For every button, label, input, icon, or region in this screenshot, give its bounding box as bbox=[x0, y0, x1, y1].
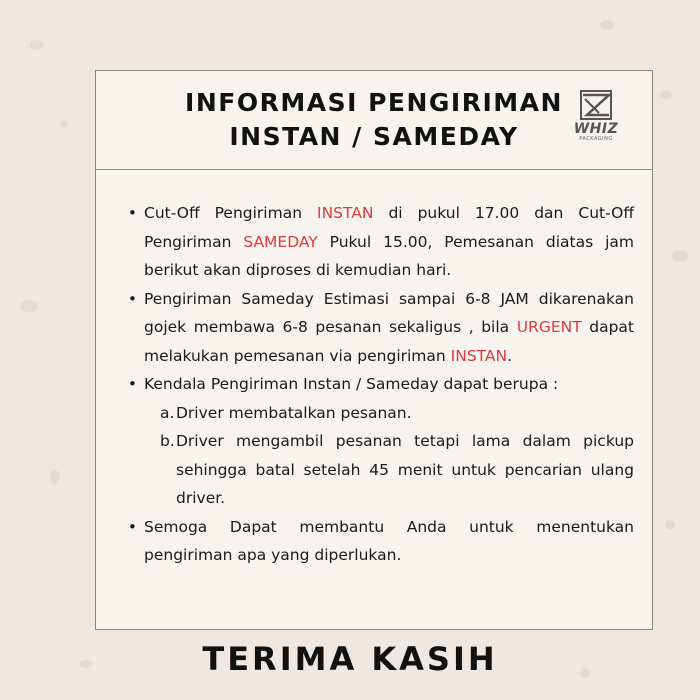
title-line-2: INSTAN / SAMEDAY bbox=[229, 122, 519, 151]
sub-marker: a. bbox=[160, 403, 175, 422]
bullet-dot: • bbox=[128, 204, 137, 222]
background-speckle bbox=[660, 90, 672, 99]
background-speckle bbox=[30, 40, 44, 50]
card-header bbox=[96, 71, 652, 170]
bullet-text: Pukul 15.00, Pemesanan diatas jam berikut akan diproses di kemudian hari. bbox=[144, 232, 634, 279]
background-speckle bbox=[20, 300, 38, 312]
sub-text: Driver membatalkan pesanan. bbox=[176, 403, 412, 422]
highlight-instan: INSTAN bbox=[317, 204, 374, 222]
info-card bbox=[95, 70, 653, 630]
sub-item-b bbox=[126, 427, 634, 513]
highlight-urgent: URGENT bbox=[516, 318, 582, 336]
whiz-logo bbox=[568, 89, 624, 151]
background-speckle bbox=[665, 520, 675, 530]
bullet-dot: • bbox=[128, 289, 137, 308]
whiz-logo-icon bbox=[579, 89, 613, 121]
bullet-cutoff bbox=[126, 199, 634, 285]
highlight-instan: INSTAN bbox=[450, 346, 508, 365]
footer-thanks: TERIMA KASIH bbox=[202, 640, 498, 678]
bullet-text: Pengiriman Sameday Estimasi sampai 6-8 JAM dikarenakan gojek membawa 6-8 pesanan sekaligus , bila bbox=[144, 289, 634, 336]
highlight-sameday: SAMEDAY bbox=[243, 232, 318, 251]
bullet-kendala bbox=[126, 370, 634, 399]
title-line-1: INFORMASI PENGIRIMAN bbox=[185, 88, 563, 117]
background-speckle bbox=[60, 120, 68, 128]
background-speckle bbox=[600, 20, 614, 30]
background-speckle bbox=[50, 470, 60, 484]
sub-text: Driver mengambil pesanan tetapi lama dalam pickup sehingga batal setelah 45 menit untuk pencarian ulang driver. bbox=[176, 432, 634, 507]
logo-word: WHIZ bbox=[573, 121, 619, 137]
bullet-text: Semoga Dapat membantu Anda untuk menentukan pengiriman apa yang diperlukan. bbox=[144, 517, 634, 564]
bullet-estimasi bbox=[126, 285, 634, 371]
sub-item-a bbox=[126, 399, 634, 428]
bullet-text: Kendala Pengiriman Instan / Sameday dapat berupa : bbox=[144, 375, 559, 393]
bullet-text: . bbox=[507, 346, 513, 365]
bullet-text: dapat melakukan pemesanan via pengiriman bbox=[144, 318, 634, 365]
bullet-dot: • bbox=[128, 517, 137, 536]
bullet-semoga bbox=[126, 513, 634, 570]
sub-marker: b. bbox=[160, 432, 175, 450]
bullet-text: di pukul 17.00 dan Cut-Off Pengiriman bbox=[144, 204, 634, 251]
background-speckle bbox=[672, 250, 688, 262]
info-content bbox=[126, 199, 634, 570]
logo-subtext: PACKAGING bbox=[579, 136, 613, 142]
bullet-dot: • bbox=[128, 375, 137, 393]
bullet-text: Cut-Off Pengiriman bbox=[144, 204, 317, 222]
